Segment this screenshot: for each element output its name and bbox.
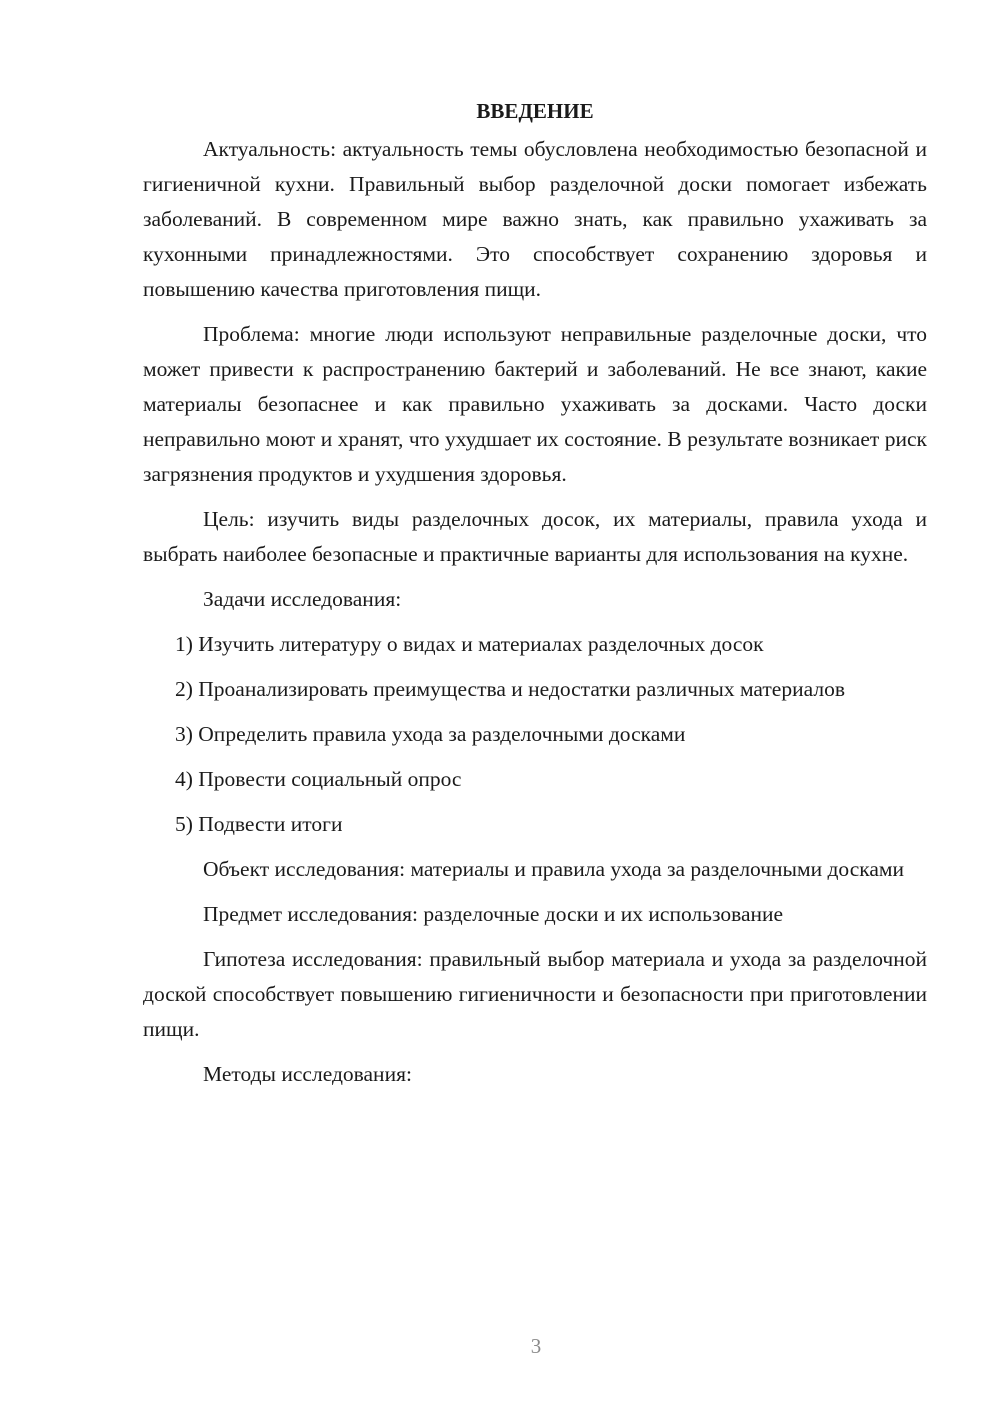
tasks-list (143, 627, 927, 842)
paragraph-problem: Проблема: многие люди используют неправильные разделочные доски, что может привести к распространению бактерий и заболеваний. Не все знают, какие материалы безопаснее и как правильно ухаживать за досками. Часто доски неправильно моют и хранят, что ухудшает их состояние. В результате возникает риск загрязнения продуктов и ухудшения здоровья. (143, 322, 927, 486)
paragraph-object: Объект исследования: материалы и правила ухода за разделочными досками (203, 857, 905, 881)
list-item: 4) Провести социальный опрос (175, 767, 462, 791)
section-title: ВВЕДЕНИЕ (476, 99, 594, 123)
document-page (143, 96, 927, 1102)
methods-heading: Методы исследования: (203, 1062, 412, 1086)
list-item: 2) Проанализировать преимущества и недостатки различных материалов (175, 677, 845, 701)
paragraph-goal: Цель: изучить виды разделочных досок, их материалы, правила ухода и выбрать наиболее безопасные и практичные варианты для использования на кухне. (143, 507, 927, 566)
page-number: 3 (530, 1334, 542, 1358)
list-item: 1) Изучить литературу о видах и материалах разделочных досок (175, 632, 764, 656)
paragraph-relevance: Актуальность: актуальность темы обусловлена необходимостью безопасной и гигиеничной кухни. Правильный выбор разделочной доски помогает избежать заболеваний. В современном мире важно знать, как правильно ухаживать за кухонными принадлежностями. Это способствует сохранению здоровья и повышению качества приготовления пищи. (143, 137, 927, 301)
list-item: 3) Определить правила ухода за разделочными досками (175, 722, 686, 746)
list-item: 5) Подвести итоги (175, 812, 343, 836)
paragraph-subject: Предмет исследования: разделочные доски и их использование (203, 902, 784, 926)
paragraph-hypothesis: Гипотеза исследования: правильный выбор материала и ухода за разделочной доской способствует повышению гигиеничности и безопасности при приготовлении пищи. (143, 947, 927, 1041)
tasks-heading: Задачи исследования: (203, 587, 402, 611)
